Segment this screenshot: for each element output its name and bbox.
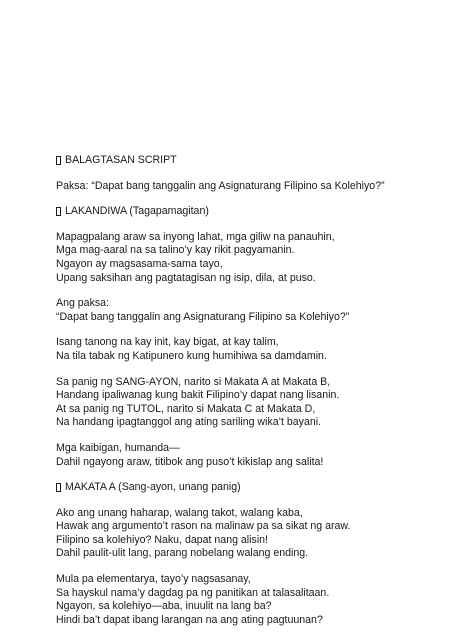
- verse-line: Mapagpalang araw sa inyong lahat, mga giliw na panauhin,: [56, 230, 335, 243]
- spacer: [56, 495, 456, 507]
- verse-line: Mula pa elementarya, tayo’y nagsasanay,: [56, 573, 251, 586]
- verse-line: Dahil paulit-ulit lang, parang nobelang walang ending.: [56, 547, 309, 560]
- stanza-6: [56, 507, 456, 561]
- verse-line: Isang tanong na kay init, kay bigat, at kay talim,: [56, 336, 279, 349]
- spacer: [56, 168, 456, 180]
- stanza-4: [56, 376, 456, 430]
- verse-line: Ako ang unang haharap, walang takot, walang kaba,: [56, 506, 303, 519]
- verse-line: Hindi ba’t dapat ibang larangan na ang ating pagtuunan?: [56, 613, 323, 626]
- spacer: [56, 364, 456, 376]
- paksa-line: Paksa: “Dapat bang tanggalin ang Asignaturang Filipino sa Kolehiyo?”: [56, 179, 385, 192]
- verse-line: Na tila tabak ng Katipunero kung humihiwa sa damdamin.: [56, 349, 327, 362]
- verse-line: Sa panig ng SANG-AYON, narito si Makata A at Makata B,: [56, 375, 331, 388]
- makata-a-heading: MAKATA A (Sang-ayon, unang panig): [65, 481, 241, 494]
- spacer: [56, 193, 456, 205]
- spacer: [56, 219, 456, 231]
- title-heading: [56, 154, 456, 168]
- stanza-7: [56, 573, 456, 627]
- script-body: [56, 154, 456, 627]
- verse-line: Handang ipaliwanag kung bakit Filipino’y dapat nang lisanin.: [56, 389, 340, 402]
- verse-line: Filipino sa kolehiyo? Naku, dapat nang alisin!: [56, 533, 269, 546]
- spacer: [56, 430, 456, 442]
- verse-line: Ngayon, sa kolehiyo—aba, inuulit na lang ba?: [56, 600, 272, 613]
- verse-line: Ngayon ay magsasama-sama tayo,: [56, 257, 223, 270]
- lakandiwa-heading-row: [56, 205, 456, 219]
- verse-line: Ang paksa:: [56, 297, 110, 310]
- spacer: [56, 324, 456, 336]
- verse-line: Sa hayskul nama’y dagdag pa ng panitikan at talasalitaan.: [56, 586, 330, 599]
- verse-line: At sa panig ng TUTOL, narito si Makata C at Makata D,: [56, 402, 316, 415]
- verse-line: Na handang ipagtanggol ang ating sariling wika’t bayani.: [56, 416, 322, 429]
- missing-glyph-icon: [56, 483, 61, 492]
- missing-glyph-icon: [56, 156, 61, 165]
- spacer: [56, 561, 456, 573]
- missing-glyph-icon: [56, 207, 61, 216]
- spacer: [56, 285, 456, 297]
- verse-line: Upang saksihan ang pagtatagisan ng isip, dila, at puso.: [56, 271, 316, 284]
- verse-line: Hawak ang argumento’t rason na malinaw pa sa sikat ng araw.: [56, 520, 351, 533]
- verse-line: “Dapat bang tanggalin ang Asignaturang Filipino sa Kolehiyo?”: [56, 310, 350, 323]
- verse-line: Dahil ngayong araw, titibok ang puso’t kikislap ang salita!: [56, 455, 324, 468]
- stanza-3: [56, 336, 456, 363]
- makata-a-heading-row: [56, 481, 456, 495]
- stanza-2: [56, 297, 456, 324]
- lakandiwa-heading: LAKANDIWA (Tagapamagitan): [65, 205, 209, 218]
- stanza-1: [56, 231, 456, 285]
- verse-line: Mga mag-aaral na sa talino’y kay rikit pagyamanin.: [56, 244, 295, 257]
- verse-line: Mga kaibigan, humanda—: [56, 441, 180, 454]
- spacer: [56, 469, 456, 481]
- stanza-5: [56, 442, 456, 469]
- document-title: BALAGTASAN SCRIPT: [65, 154, 177, 166]
